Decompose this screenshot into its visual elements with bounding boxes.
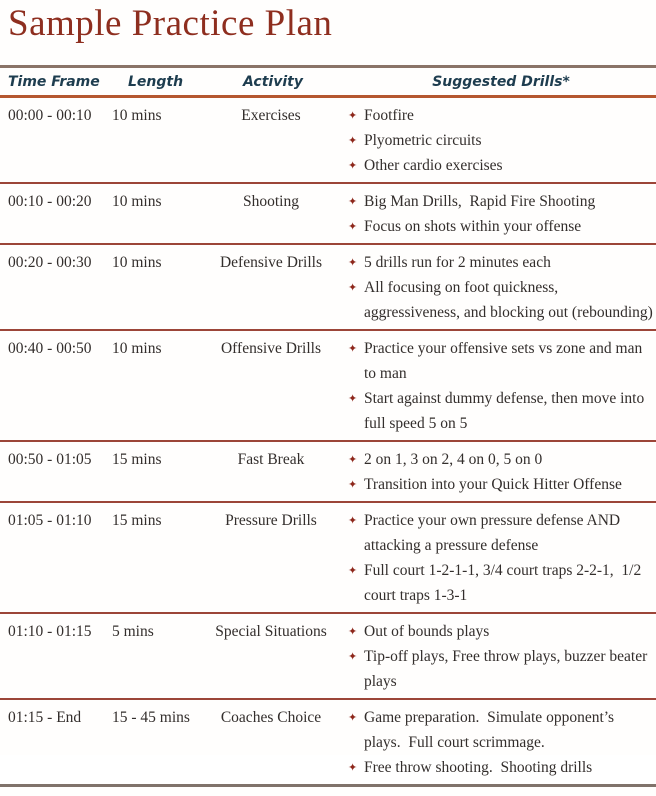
drill-text: Practice your own pressure defense AND attacking a pressure defense: [364, 512, 624, 554]
column-header-suggested-drills: Suggested Drills*: [432, 74, 570, 90]
drill-item: [348, 275, 654, 325]
star-bullet-icon: ✦: [348, 478, 358, 491]
length-cell: 10 mins: [112, 107, 162, 124]
drill-text: Practice your offensive sets vs zone and man to man: [364, 340, 647, 382]
column-header-length: Length: [128, 74, 184, 90]
star-bullet-icon: ✦: [348, 159, 358, 172]
star-bullet-icon: ✦: [348, 625, 358, 638]
star-bullet-icon: ✦: [348, 134, 358, 147]
time-frame-cell: 01:10 - 01:15: [8, 623, 92, 640]
time-frame-cell: 01:05 - 01:10: [8, 512, 92, 529]
star-bullet-icon: ✦: [348, 453, 358, 466]
drills-cell: [348, 336, 654, 436]
length-cell: 15 mins: [112, 512, 162, 529]
drill-text: Footfire: [364, 107, 414, 124]
drill-item: [348, 250, 654, 275]
length-cell: 10 mins: [112, 254, 162, 271]
star-bullet-icon: ✦: [348, 220, 358, 233]
drill-item: [348, 128, 654, 153]
activity-cell: Defensive Drills: [219, 254, 322, 271]
drill-text: All focusing on foot quickness, aggressiveness, and blocking out (rebounding): [364, 279, 653, 321]
drill-item: [348, 336, 654, 386]
table-row: [0, 614, 656, 700]
table-row: [0, 700, 656, 787]
length-cell: 15 mins: [112, 451, 162, 468]
drill-text: Big Man Drills, Rapid Fire Shooting: [364, 193, 596, 210]
drill-text: Start against dummy defense, then move into full speed 5 on 5: [364, 390, 649, 432]
drill-text: Transition into your Quick Hitter Offense: [364, 476, 622, 493]
drill-item: [348, 189, 654, 214]
star-bullet-icon: ✦: [348, 514, 358, 527]
page-title: Sample Practice Plan: [8, 3, 333, 44]
drills-cell: [348, 705, 654, 780]
drill-text: Other cardio exercises: [364, 157, 503, 174]
drill-item: [348, 447, 654, 472]
table-row: [0, 98, 656, 184]
star-bullet-icon: ✦: [348, 564, 358, 577]
star-bullet-icon: ✦: [348, 195, 358, 208]
activity-cell: Shooting: [243, 193, 299, 210]
length-cell: 10 mins: [112, 193, 162, 210]
time-frame-cell: 00:20 - 00:30: [8, 254, 92, 271]
drills-cell: [348, 250, 654, 325]
drills-cell: [348, 447, 654, 497]
drill-text: 5 drills run for 2 minutes each: [364, 254, 551, 271]
drill-text: Full court 1-2-1-1, 3/4 court traps 2-2-1, 1/2 court traps 1-3-1: [364, 562, 646, 604]
column-header-activity: Activity: [243, 74, 303, 90]
star-bullet-icon: ✦: [348, 650, 358, 663]
activity-cell: Exercises: [241, 107, 301, 124]
drill-item: [348, 755, 654, 780]
activity-cell: Offensive Drills: [220, 340, 322, 357]
activity-cell: Pressure Drills: [225, 512, 317, 529]
table-body: [0, 98, 656, 787]
length-cell: 10 mins: [112, 340, 162, 357]
drills-cell: [348, 103, 654, 178]
drills-cell: [348, 508, 654, 608]
drill-text: 2 on 1, 3 on 2, 4 on 0, 5 on 0: [364, 451, 543, 468]
star-bullet-icon: ✦: [348, 256, 358, 269]
drill-item: [348, 644, 654, 694]
drills-cell: [348, 619, 654, 694]
star-bullet-icon: ✦: [348, 761, 358, 774]
bottom-margin: [0, 787, 656, 796]
table-header-row: [0, 65, 656, 98]
table-row: [0, 503, 656, 614]
star-bullet-icon: ✦: [348, 109, 358, 122]
drill-item: [348, 619, 654, 644]
length-cell: 15 - 45 mins: [112, 709, 190, 726]
activity-cell: Fast Break: [237, 451, 305, 468]
star-bullet-icon: ✦: [348, 711, 358, 724]
table-row: [0, 331, 656, 442]
activity-cell: Special Situations: [215, 623, 327, 640]
drill-item: [348, 103, 654, 128]
star-bullet-icon: ✦: [348, 342, 358, 355]
drill-item: [348, 153, 654, 178]
practice-table: [0, 65, 656, 787]
activity-cell: Coaches Choice: [220, 709, 322, 726]
drill-item: [348, 472, 654, 497]
drill-item: [348, 508, 654, 558]
table-row: [0, 442, 656, 503]
time-frame-cell: 00:10 - 00:20: [8, 193, 92, 210]
drill-item: [348, 386, 654, 436]
drill-text: Plyometric circuits: [364, 132, 482, 149]
time-frame-cell: 00:40 - 00:50: [8, 340, 92, 357]
time-frame-cell: 01:15 - End: [8, 709, 82, 726]
length-cell: 5 mins: [112, 623, 154, 640]
star-bullet-icon: ✦: [348, 392, 358, 405]
drill-text: Tip-off plays, Free throw plays, buzzer beater plays: [364, 648, 652, 690]
drill-item: [348, 558, 654, 608]
drill-text: Out of bounds plays: [364, 623, 490, 640]
column-header-time-frame: Time Frame: [8, 74, 100, 90]
table-row: [0, 245, 656, 331]
drill-text: Free throw shooting. Shooting drills: [364, 759, 593, 776]
star-bullet-icon: ✦: [348, 281, 358, 294]
drill-item: [348, 705, 654, 755]
drills-cell: [348, 189, 654, 239]
drill-text: Focus on shots within your offense: [364, 218, 582, 235]
time-frame-cell: 00:50 - 01:05: [8, 451, 92, 468]
time-frame-cell: 00:00 - 00:10: [8, 107, 92, 124]
drill-item: [348, 214, 654, 239]
table-row: [0, 184, 656, 245]
drill-text: Game preparation. Simulate opponent’s plays. Full court scrimmage.: [364, 709, 618, 751]
